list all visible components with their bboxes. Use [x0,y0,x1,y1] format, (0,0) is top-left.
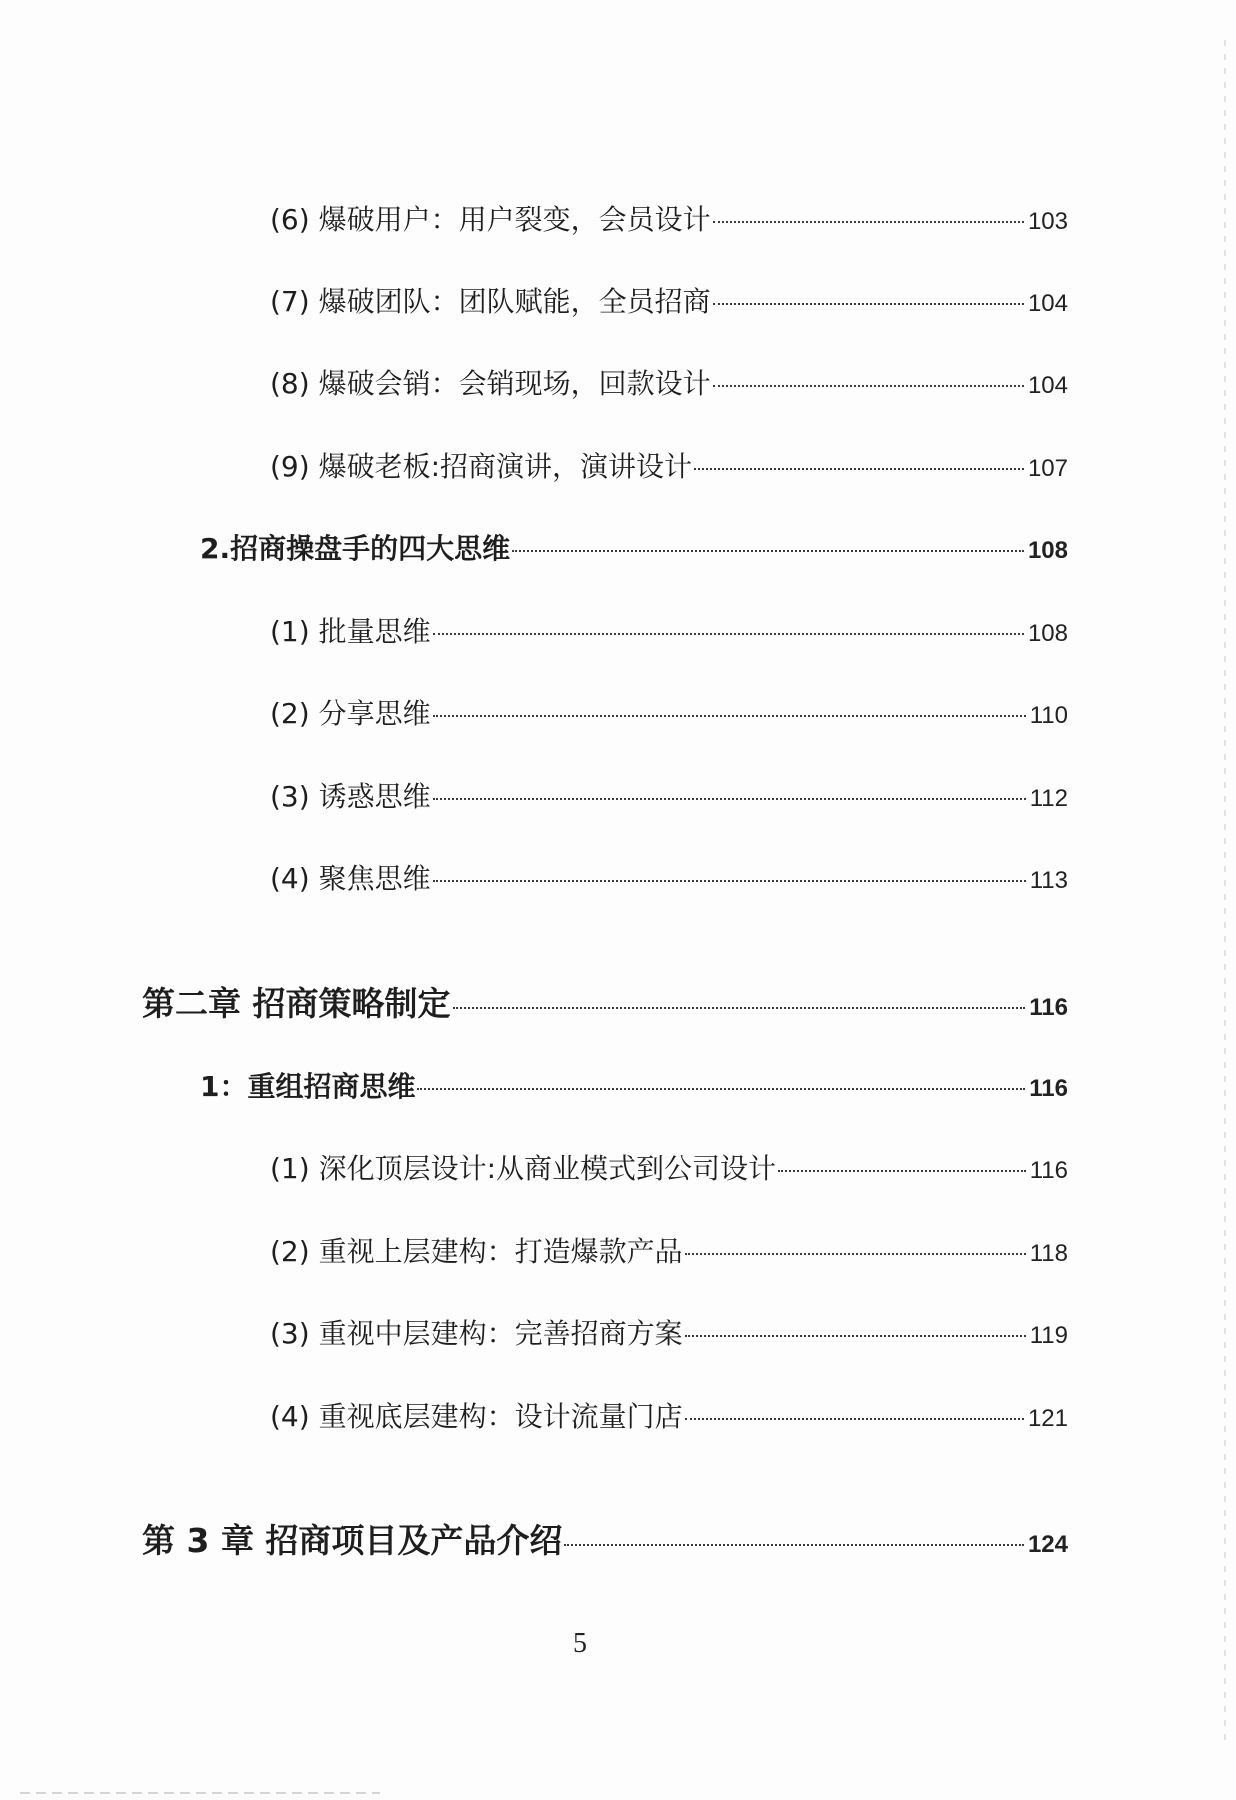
toc-entry-label: (1) 深化顶层设计:从商业模式到公司设计 [270,1152,776,1185]
dot-leader [433,880,1026,882]
dot-leader [713,221,1024,223]
toc-entry-page: 107 [1027,455,1068,482]
dot-leader [433,798,1026,800]
dot-leader [685,1253,1026,1255]
toc-entry-page: 116 [1029,994,1068,1021]
dot-leader [433,715,1026,717]
scan-bottom-artifact [20,1792,380,1794]
toc-entry-label: (9) 爆破老板:招商演讲，演讲设计 [270,450,692,483]
toc-entry[interactable] [270,857,1068,897]
toc-entry-label: 第 3 章 招商项目及产品介绍 [142,1521,563,1560]
toc-entry-label: 第二章 招商策略制定 [142,984,451,1023]
toc-entry-label: (7) 爆破团队：团队赋能，全员招商 [270,285,711,318]
toc-entry[interactable] [270,362,1068,402]
toc-entry-label: (2) 重视上层建构：打造爆款产品 [270,1235,683,1268]
dot-leader [512,550,1024,552]
toc-entry-label: (4) 重视底层建构：设计流量门店 [270,1400,683,1433]
dot-leader [713,385,1024,387]
toc-entry-page: 110 [1029,702,1068,729]
dot-leader [433,633,1024,635]
dot-leader [685,1335,1026,1337]
toc-entry-label: 2.招商操盘手的四大思维 [200,532,511,565]
toc-entry-page: 121 [1027,1405,1068,1432]
toc-entry-page: 104 [1027,372,1068,399]
toc-entry[interactable] [270,692,1068,732]
toc-entry-page: 104 [1027,290,1068,317]
toc-entry-label: (8) 爆破会销：会销现场，回款设计 [270,367,711,400]
toc-entry[interactable] [270,1230,1068,1270]
dot-leader [778,1170,1026,1172]
page-number: 5 [573,1628,587,1659]
toc-entry-label: (6) 爆破用户：用户裂变，会员设计 [270,203,711,236]
toc-entry-page: 116 [1029,1157,1068,1184]
toc-entry[interactable] [270,1147,1068,1187]
toc-entry-page: 108 [1027,537,1068,564]
toc-entry[interactable] [270,280,1068,320]
toc-chapter-entry[interactable] [142,978,1068,1025]
dot-leader [685,1418,1024,1420]
toc-entry[interactable] [270,1395,1068,1435]
dot-leader [713,303,1024,305]
toc-entry-label: (3) 诱惑思维 [270,780,431,813]
toc-entry-label: (3) 重视中层建构：完善招商方案 [270,1317,683,1350]
toc-entry-page: 103 [1027,208,1068,235]
toc-entry-page: 116 [1029,1075,1068,1102]
toc-section-entry[interactable] [200,1065,1068,1105]
toc-section-entry[interactable] [200,527,1068,567]
toc-entry-page: 112 [1029,785,1068,812]
toc-entry-page: 119 [1029,1322,1068,1349]
toc-entry-label: 1：重组招商思维 [200,1070,416,1103]
scan-edge-artifact [1224,40,1226,1740]
toc-entry-page: 118 [1029,1240,1068,1267]
toc-entry-page: 108 [1027,620,1068,647]
dot-leader [417,1088,1025,1090]
dot-leader [694,468,1024,470]
dot-leader [453,1007,1026,1009]
toc-entry[interactable] [270,775,1068,815]
dot-leader [564,1544,1024,1546]
toc-entry-page: 124 [1027,1531,1068,1558]
toc-entry[interactable] [270,445,1068,485]
toc-entry[interactable] [270,198,1068,238]
toc-entry-page: 113 [1029,867,1068,894]
toc-entry-label: (1) 批量思维 [270,615,431,648]
toc-entry[interactable] [270,1312,1068,1352]
toc-chapter-entry[interactable] [142,1515,1068,1562]
toc-entry[interactable] [270,610,1068,650]
toc-entry-label: (4) 聚焦思维 [270,862,431,895]
toc-entry-label: (2) 分享思维 [270,697,431,730]
